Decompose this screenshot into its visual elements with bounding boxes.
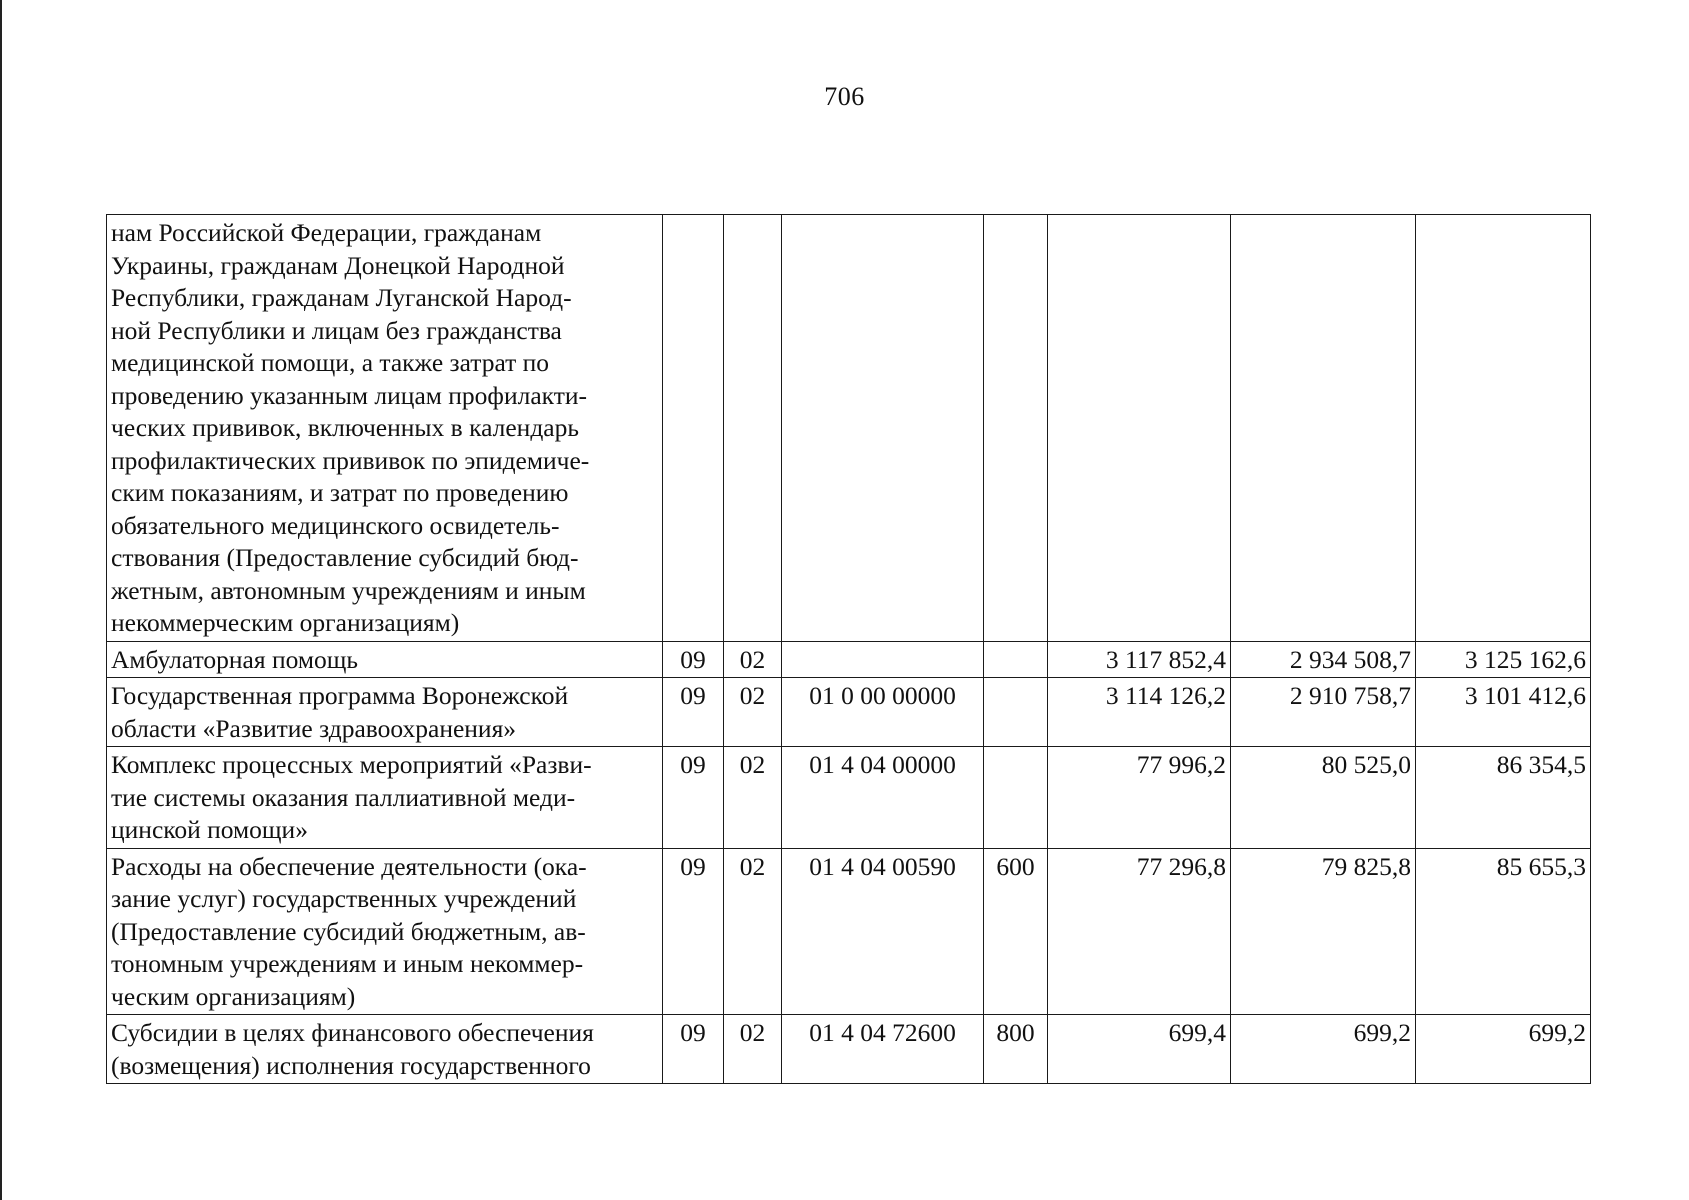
amount-year2-cell: 699,2: [1231, 1015, 1416, 1084]
row-name-line: (Предоставление субсидий бюджетным, ав-: [111, 916, 586, 946]
row-name-line: Субсидии в целях финансового обеспечения: [111, 1018, 594, 1047]
subsection-code-cell: [724, 215, 782, 642]
row-name-line: медицинской помощи, а также затрат по: [111, 348, 550, 377]
amount-year1-cell: 699,4: [1048, 1015, 1231, 1084]
section-code-cell: 09: [663, 1015, 724, 1084]
expense-type-cell: [984, 747, 1048, 849]
target-article-cell: [782, 641, 984, 678]
row-name-line: тие системы оказания паллиативной меди-: [111, 782, 576, 812]
table-row: [107, 747, 1591, 849]
subsection-code-cell: 02: [724, 1015, 782, 1084]
section-code-cell: 09: [663, 848, 724, 1015]
table-row: [107, 215, 1591, 642]
row-name-cell: [107, 215, 663, 642]
expense-type-cell: [984, 641, 1048, 678]
amount-year1-cell: [1048, 215, 1231, 642]
row-name-line: нам Российской Федерации, гражданам: [111, 218, 542, 247]
target-article-cell: 01 0 00 00000: [782, 678, 984, 747]
table-body: [107, 215, 1591, 1084]
row-name-cell: [107, 641, 663, 678]
table-row: [107, 848, 1591, 1015]
amount-year3-cell: [1416, 215, 1591, 642]
subsection-code-cell: 02: [724, 678, 782, 747]
row-name-line: ческих прививок, включенных в календарь: [111, 413, 579, 442]
row-name-line: Государственная программа Воронежской: [111, 681, 569, 710]
expense-type-cell: 800: [984, 1015, 1048, 1084]
row-name-cell: [107, 1015, 663, 1084]
amount-year3-cell: 3 101 412,6: [1416, 678, 1591, 747]
amount-year3-cell: 85 655,3: [1416, 848, 1591, 1015]
budget-table: [106, 214, 1591, 1084]
amount-year2-cell: 2 910 758,7: [1231, 678, 1416, 747]
row-name-cell: [107, 747, 663, 849]
row-name-line: ческим организациям): [111, 981, 356, 1011]
amount-year1-cell: 77 296,8: [1048, 848, 1231, 1015]
expense-type-cell: [984, 215, 1048, 642]
row-name-line: Комплекс процессных мероприятий «Разви-: [111, 750, 592, 779]
target-article-cell: 01 4 04 72600: [782, 1015, 984, 1084]
target-article-cell: 01 4 04 00000: [782, 747, 984, 849]
row-name-line: зание услуг) государственных учреждений: [111, 884, 577, 913]
expense-type-cell: [984, 678, 1048, 747]
page-left-edge: [0, 0, 2, 1200]
amount-year2-cell: 79 825,8: [1231, 848, 1416, 1015]
amount-year1-cell: 3 117 852,4: [1048, 641, 1231, 678]
subsection-code-cell: 02: [724, 641, 782, 678]
amount-year1-cell: 3 114 126,2: [1048, 678, 1231, 747]
expense-type-cell: 600: [984, 848, 1048, 1015]
row-name-line: проведению указанным лицам профилакти-: [111, 380, 587, 410]
section-code-cell: 09: [663, 747, 724, 849]
amount-year3-cell: 3 125 162,6: [1416, 641, 1591, 678]
row-name-line: жетным, автономным учреждениям и иным: [111, 575, 586, 605]
amount-year1-cell: 77 996,2: [1048, 747, 1231, 849]
row-name-cell: [107, 848, 663, 1015]
row-name-line: обязательного медицинского освидетель-: [111, 510, 560, 540]
row-name-line: ствования (Предоставление субсидий бюд-: [111, 543, 579, 572]
amount-year2-cell: 2 934 508,7: [1231, 641, 1416, 678]
row-name-cell: [107, 678, 663, 747]
section-code-cell: 09: [663, 641, 724, 678]
row-name-line: области «Развитие здравоохранения»: [111, 713, 517, 743]
page-number: 706: [824, 82, 865, 111]
section-code-cell: 09: [663, 678, 724, 747]
amount-year3-cell: 86 354,5: [1416, 747, 1591, 849]
row-name-line: ским показаниям, и затрат по проведению: [111, 478, 569, 507]
row-name-line: Украины, гражданам Донецкой Народной: [111, 250, 565, 280]
row-name-line: некоммерческим организациям): [111, 608, 460, 637]
table-row: [107, 1015, 1591, 1084]
row-name-line: профилактических прививок по эпидемиче-: [111, 445, 590, 475]
table-row: [107, 641, 1591, 678]
subsection-code-cell: 02: [724, 848, 782, 1015]
row-name-line: цинской помощи»: [111, 815, 308, 844]
section-code-cell: [663, 215, 724, 642]
row-name-line: тономным учреждениям и иным некоммер-: [111, 949, 584, 978]
row-name-line: Республики, гражданам Луганской Народ-: [111, 283, 572, 312]
target-article-cell: [782, 215, 984, 642]
amount-year2-cell: 80 525,0: [1231, 747, 1416, 849]
row-name-line: Расходы на обеспечение деятельности (ока-: [111, 851, 587, 881]
row-name-line: ной Республики и лицам без гражданства: [111, 315, 562, 345]
row-name-line: Амбулаторная помощь: [111, 644, 359, 674]
subsection-code-cell: 02: [724, 747, 782, 849]
table-row: [107, 678, 1591, 747]
amount-year3-cell: 699,2: [1416, 1015, 1591, 1084]
target-article-cell: 01 4 04 00590: [782, 848, 984, 1015]
amount-year2-cell: [1231, 215, 1416, 642]
row-name-line: (возмещения) исполнения государственного: [111, 1050, 591, 1080]
